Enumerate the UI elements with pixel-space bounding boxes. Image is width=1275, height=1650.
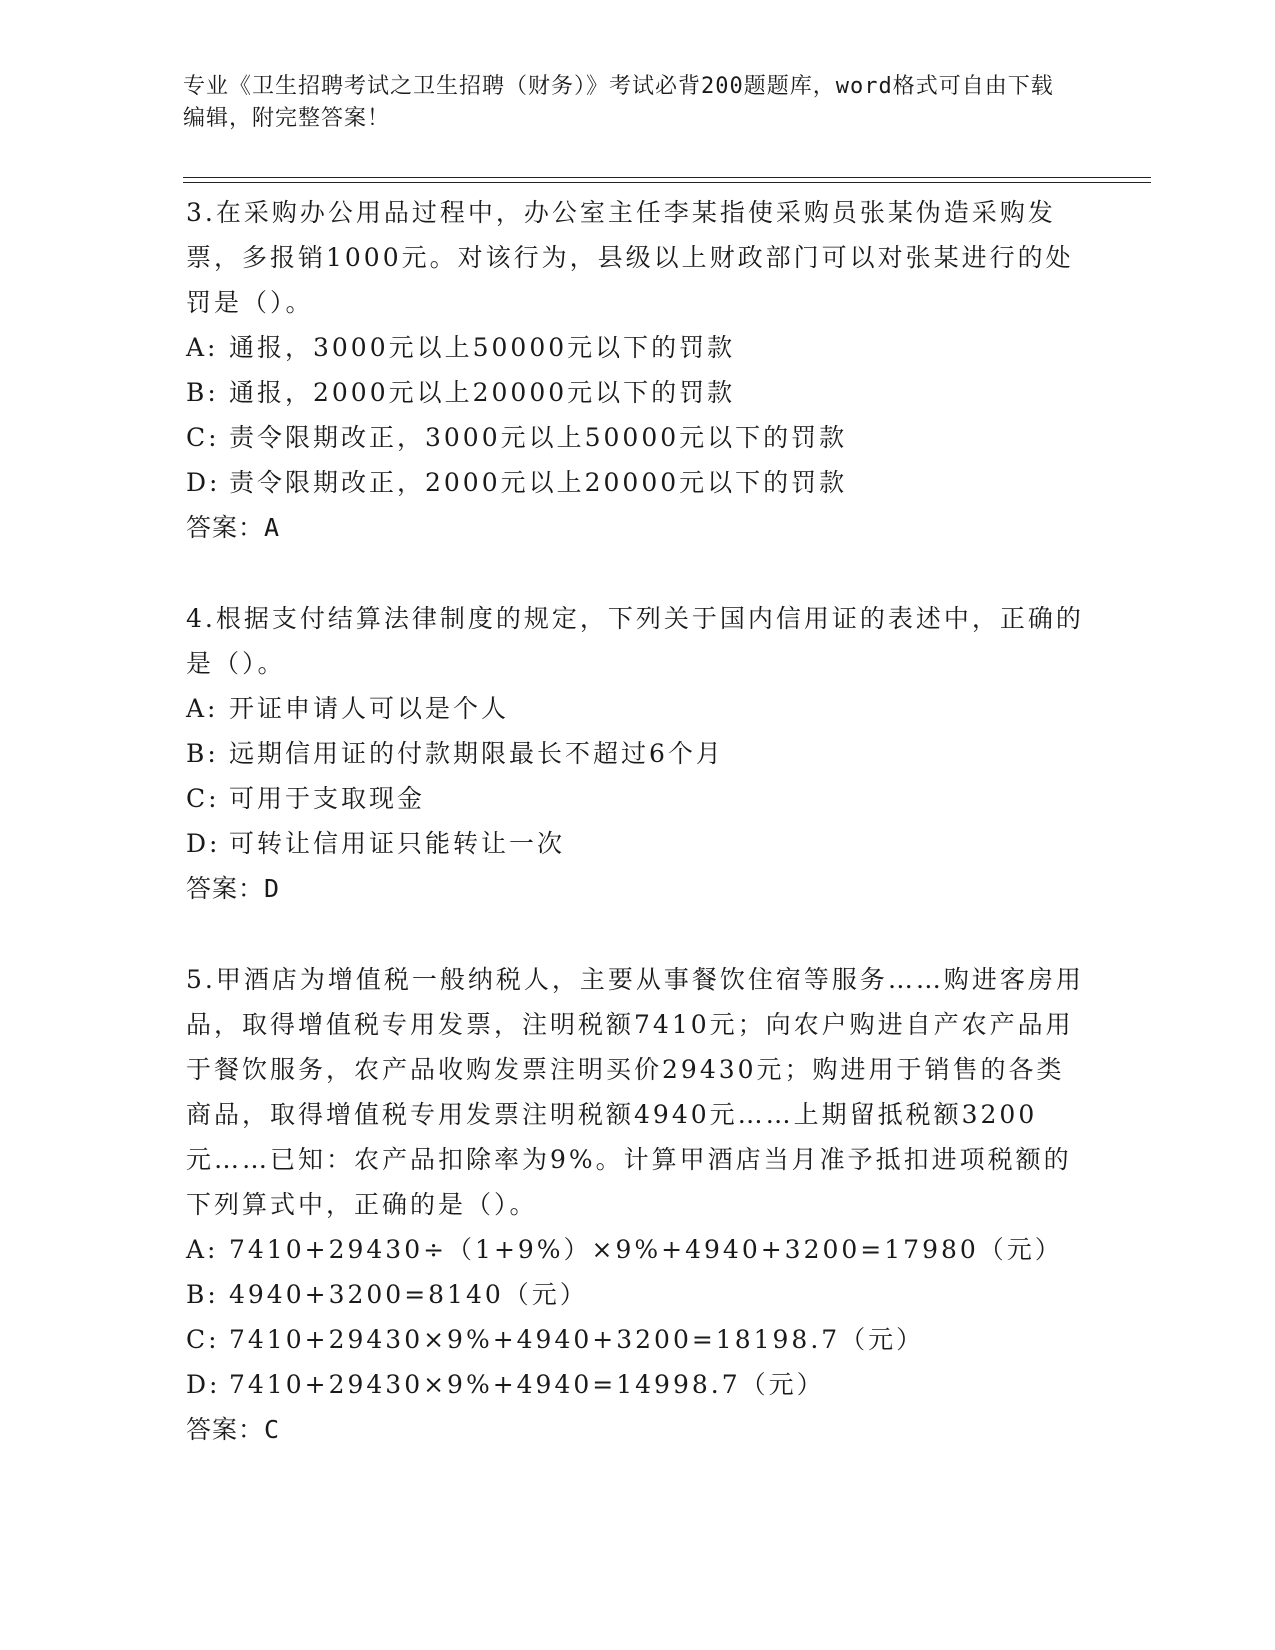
option-key: B:	[186, 739, 219, 768]
option-key: D:	[186, 1370, 221, 1399]
option-key: D:	[186, 468, 221, 497]
question-stem: 在采购办公用品过程中，办公室主任李某指使采购员张某伪造采购发票，多报销1000元。对该行为，县级以上财政部门可以对张某进行的处罚是（）。	[186, 198, 1074, 317]
option-b	[186, 731, 1086, 776]
option-key: A:	[186, 333, 219, 362]
question-3	[186, 190, 1086, 550]
option-text: 4940+3200=8140（元）	[229, 1280, 588, 1309]
header-divider-bottom	[183, 182, 1151, 183]
question-number: 4.	[186, 604, 216, 633]
option-text: 可转让信用证只能转让一次	[229, 829, 566, 858]
option-d	[186, 1362, 1086, 1407]
option-key: C:	[186, 1325, 220, 1354]
option-text: 7410+29430×9%+4940+3200=18198.7（元）	[229, 1325, 925, 1354]
question-list	[186, 190, 1086, 1498]
option-d	[186, 821, 1086, 866]
question-text	[186, 190, 1086, 325]
option-text: 7410+29430÷（1+9%）×9%+4940+3200=17980（元）	[229, 1235, 1063, 1264]
option-a	[186, 1227, 1086, 1272]
option-key: C:	[186, 784, 220, 813]
option-b	[186, 370, 1086, 415]
option-text: 责令限期改正，2000元以上20000元以下的罚款	[229, 468, 848, 497]
answer-line: 答案：C	[186, 1415, 281, 1444]
question-text	[186, 957, 1086, 1227]
option-text: 责令限期改正，3000元以上50000元以下的罚款	[229, 423, 848, 452]
question-stem: 根据支付结算法律制度的规定，下列关于国内信用证的表述中，正确的是（）。	[186, 604, 1084, 678]
option-text: 通报，3000元以上50000元以下的罚款	[229, 333, 736, 362]
question-number: 5.	[186, 965, 216, 994]
option-key: A:	[186, 1235, 219, 1264]
option-a	[186, 686, 1086, 731]
option-c	[186, 1317, 1086, 1362]
question-stem: 甲酒店为增值税一般纳税人，主要从事餐饮住宿等服务……购进客房用品，取得增值税专用发票，注明税额7410元；向农户购进自产农产品用于餐饮服务，农产品收购发票注明买价29430元；购进用于销售的各类商品，取得增值税专用发票注明税额4940元……上期留抵税额3200元……已知：农产品扣除率为9%。计算甲酒店当月准予抵扣进项税额的下列算式中，正确的是（）。	[186, 965, 1084, 1219]
option-c	[186, 415, 1086, 460]
option-key: A:	[186, 694, 219, 723]
option-a	[186, 325, 1086, 370]
question-text	[186, 596, 1086, 686]
option-text: 可用于支取现金	[229, 784, 426, 813]
answer-line: 答案：A	[186, 513, 281, 542]
option-b	[186, 1272, 1086, 1317]
question-number: 3.	[186, 198, 216, 227]
option-text: 7410+29430×9%+4940=14998.7（元）	[229, 1370, 825, 1399]
option-text: 远期信用证的付款期限最长不超过6个月	[229, 739, 724, 768]
option-text: 开证申请人可以是个人	[229, 694, 510, 723]
option-key: C:	[186, 423, 220, 452]
option-key: B:	[186, 1280, 219, 1309]
option-key: B:	[186, 378, 219, 407]
option-c	[186, 776, 1086, 821]
option-key: D:	[186, 829, 221, 858]
document-header: 专业《卫生招聘考试之卫生招聘（财务）》考试必背200题题库，word格式可自由下载编辑，附完整答案！	[183, 74, 1054, 131]
option-text: 通报，2000元以上20000元以下的罚款	[229, 378, 736, 407]
option-d	[186, 460, 1086, 505]
question-4	[186, 596, 1086, 911]
question-5	[186, 957, 1086, 1452]
answer-line: 答案：D	[186, 874, 281, 903]
header-divider-top	[183, 177, 1151, 178]
